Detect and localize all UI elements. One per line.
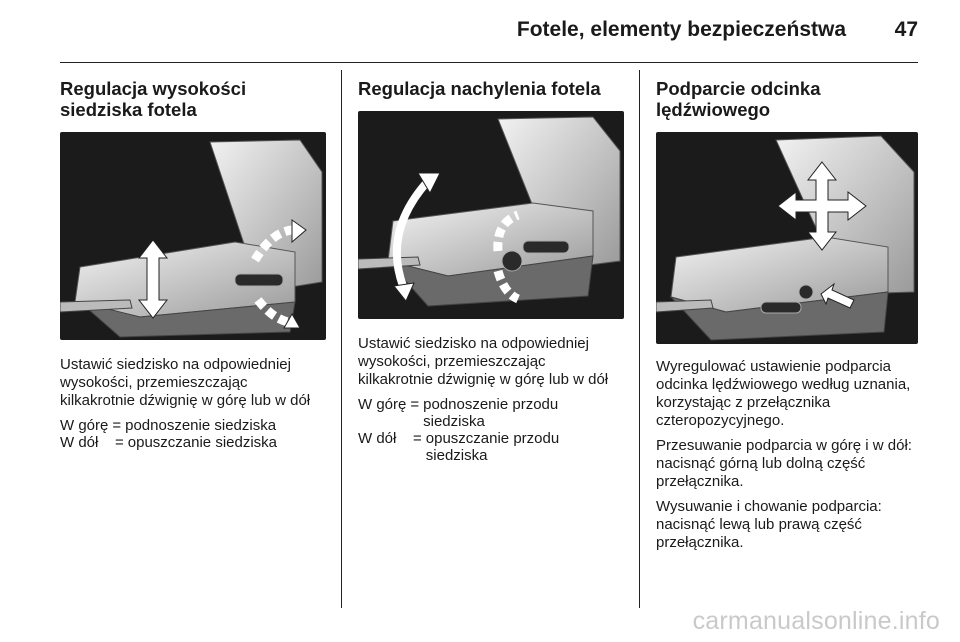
- section-seat-tilt: [358, 70, 624, 464]
- lumbar-support-switch-illustration: [656, 132, 918, 344]
- page-header: [60, 0, 918, 63]
- section-heading: Regulacja nachylenia fotela: [358, 78, 601, 99]
- definition-term: W górę: [358, 396, 407, 413]
- seat-tilt-lever-illustration: [358, 111, 624, 319]
- definition-separator: =: [410, 396, 420, 413]
- section-seat-height: [60, 70, 326, 451]
- section-body: Ustawić siedzisko na odpowiedniej wysokości, przemieszczając kilkakrotnie dźwignię w górę lub w dół: [358, 335, 609, 388]
- definition-term: W górę: [60, 417, 109, 434]
- section-lumbar-support: [656, 70, 922, 552]
- section-heading: Regulacja wysokości siedziska fotela: [60, 78, 247, 120]
- definition-separator: =: [115, 434, 124, 451]
- section-paragraph: Wyregulować ustawienie podparcia odcinka lędźwiowego według uznania, korzystając z przełącznika czteropozycyjnego.: [656, 358, 911, 429]
- definition-term: W dół: [60, 434, 99, 451]
- column-divider: [639, 70, 640, 608]
- section-heading: Podparcie odcinka lędźwiowego: [656, 78, 821, 120]
- definition-description: podnoszenie przodu siedziska: [423, 396, 559, 430]
- column-divider: [341, 70, 342, 608]
- definition-term: W dół: [358, 430, 397, 447]
- section-paragraph: Przesuwanie podparcia w górę i w dół: nacisnąć górną lub dolną część przełącznika.: [656, 437, 912, 490]
- definition-description: opuszczanie siedziska: [127, 434, 278, 451]
- section-body: Ustawić siedzisko na odpowiedniej wysokości, przemieszczając kilkakrotnie dźwignię w górę lub w dół: [60, 356, 311, 409]
- definition-description: opuszczanie przodu siedziska: [425, 430, 560, 464]
- definition-description: podnoszenie siedziska: [125, 417, 277, 434]
- watermark: carmanualsonline.info: [692, 607, 940, 635]
- definition-list: [358, 396, 624, 464]
- definition-separator: =: [112, 417, 122, 434]
- definition-row: [60, 434, 326, 451]
- definition-row: [60, 417, 326, 434]
- header-title: Fotele, elementy bezpieczeństwa: [516, 18, 846, 41]
- definition-row: [358, 396, 624, 430]
- seat-height-lever-illustration: [60, 132, 326, 340]
- definition-list: [60, 417, 326, 451]
- definition-row: [358, 430, 624, 464]
- definition-separator: =: [413, 430, 422, 447]
- page-number: 47: [894, 18, 918, 41]
- section-paragraph: Wysuwanie i chowanie podparcia: nacisnąć lewą lub prawą część przełącznika.: [656, 498, 882, 551]
